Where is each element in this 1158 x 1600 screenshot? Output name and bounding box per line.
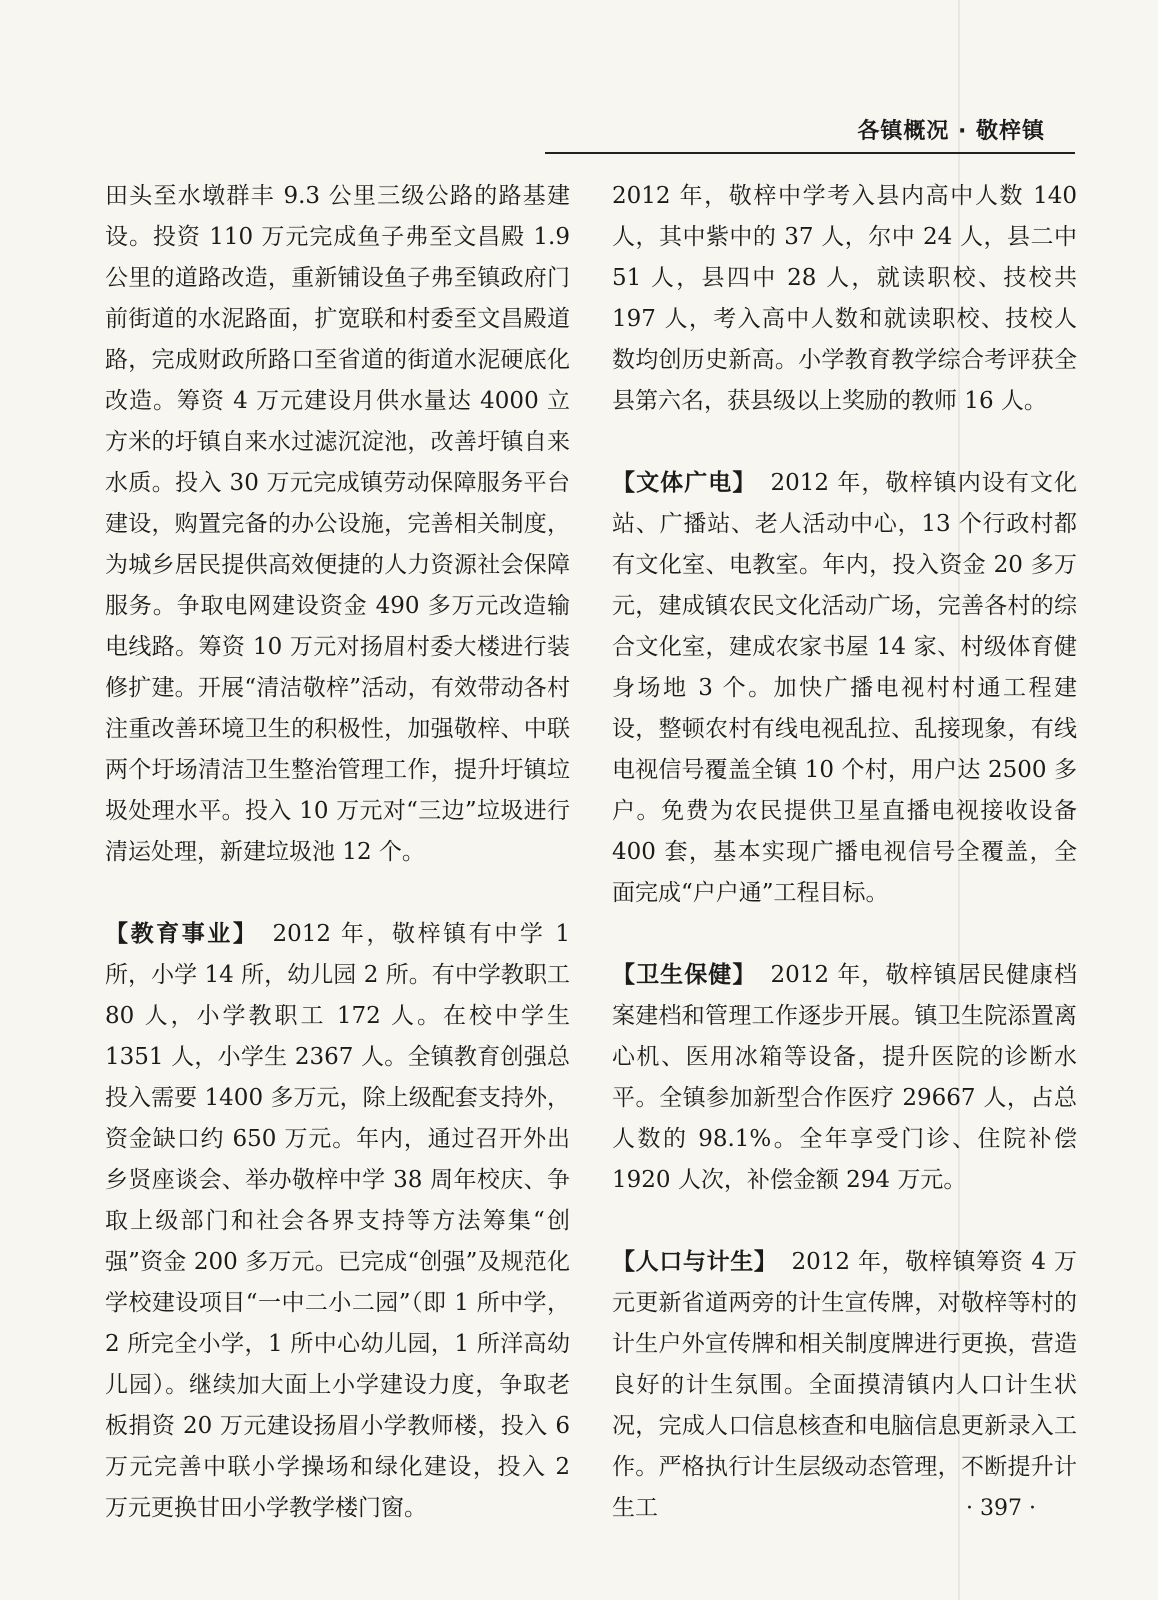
paragraph-text: 2012 年，敬梓镇有中学 1 所，小学 14 所，幼儿园 2 所。有中学教职工 80 人，小学教职工 172 人。在校中学生 1351 人，小学生 2367 人。全镇教育创强总投入需要 1400 多万元，除上级配套支持外，资金缺口约 650 万元。年内，通过召开外出乡贤座谈会、举办敬梓中学 38 周年校庆、争取上级部门和社会各界支持等方法筹集“创强”资金 200 多万元。已完成“创强”及规范化学校建设项目“一中二小二园”（即 1 所中学，2 所完全小学，1 所中心幼儿园，1 所洋高幼儿园）。继续加大面上小学建设力度，争取老板捐资 20 万元建设扬眉小学教师楼，投入 6 万元完善中联小学操场和绿化建设，投入 2 万元更换甘田小学教学楼门窗。 (105, 921, 570, 1521)
section-tag-culture: 【文体广电】 (612, 470, 757, 496)
paragraph-health (612, 955, 1077, 1201)
header-title: 各镇概况 · 敬梓镇 (857, 119, 1045, 144)
section-tag-education: 【教育事业】 (105, 921, 259, 947)
paragraph-text: 田头至水墩群丰 9.3 公里三级公路的路基建设。投资 110 万元完成鱼子弗至文昌殿 1.9 公里的道路改造，重新铺设鱼子弗至镇政府门前街道的水泥路面，扩宽联和村委至文昌殿道路，完成财政所路口至省道的街道水泥硬底化改造。筹资 4 万元建设月供水量达 4000 立方米的圩镇自来水过滤沉淀池，改善圩镇自来水质。投入 30 万元完成镇劳动保障服务平台建设，购置完备的办公设施，完善相关制度，为城乡居民提供高效便捷的人力资源社会保障服务。争取电网建设资金 490 多万元改造输电线路。筹资 10 万元对扬眉村委大楼进行装修扩建。开展“清洁敬梓”活动，有效带动各村注重改善环境卫生的积极性，加强敬梓、中联两个圩场清洁卫生整治管理工作，提升圩镇垃圾处理水平。投入 10 万元对“三边”垃圾进行清运处理，新建垃圾池 12 个。 (105, 183, 570, 865)
section-tag-population: 【人口与计生】 (612, 1249, 778, 1275)
left-column (105, 176, 570, 1529)
paragraph-education-results (612, 176, 1077, 422)
page-number: · 397 · (966, 1496, 1036, 1521)
right-column (612, 176, 1077, 1529)
paragraph-text: 2012 年，敬梓中学考入县内高中人数 140 人，其中紫中的 37 人，尔中 24 人，县二中 51 人，县四中 28 人，就读职校、技校共 197 人，考入高中人数和就读职校、技校人数均创历史新高。小学教育教学综合考评获全县第六名，获县级以上奖励的教师 16 人。 (612, 183, 1077, 414)
paragraph-population (612, 1242, 1077, 1529)
running-header (545, 108, 1075, 154)
section-tag-health: 【卫生保健】 (612, 962, 757, 988)
paragraph-culture (612, 463, 1077, 914)
header-rule (545, 152, 1075, 154)
paragraph-road-construction (105, 176, 570, 873)
paragraph-text: 2012 年，敬梓镇居民健康档案建档和管理工作逐步开展。镇卫生院添置离心机、医用冰箱等设备，提升医院的诊断水平。全镇参加新型合作医疗 29667 人，占总人数的 98.1%。全年享受门诊、住院补偿 1920 人次，补偿金额 294 万元。 (612, 962, 1077, 1193)
paragraph-text: 2012 年，敬梓镇筹资 4 万元更新省道两旁的计生宣传牌，对敬梓等村的计生户外宣传牌和相关制度牌进行更换，营造良好的计生氛围。全面摸清镇内人口计生状况，完成人口信息核查和电脑信息更新录入工作。严格执行计生层级动态管理，不断提升计生工 (612, 1249, 1077, 1521)
paragraph-text: 2012 年，敬梓镇内设有文化站、广播站、老人活动中心，13 个行政村都有文化室、电教室。年内，投入资金 20 多万元，建成镇农民文化活动广场，完善各村的综合文化室，建成农家书屋 14 家、村级体育健身场地 3 个。加快广播电视村村通工程建设，整顿农村有线电视乱拉、乱接现象，有线电视信号覆盖全镇 10 个村，用户达 2500 多户。免费为农民提供卫星直播电视接收设备 400 套，基本实现广播电视信号全覆盖，全面完成“户户通”工程目标。 (612, 470, 1077, 906)
paragraph-education (105, 914, 570, 1529)
